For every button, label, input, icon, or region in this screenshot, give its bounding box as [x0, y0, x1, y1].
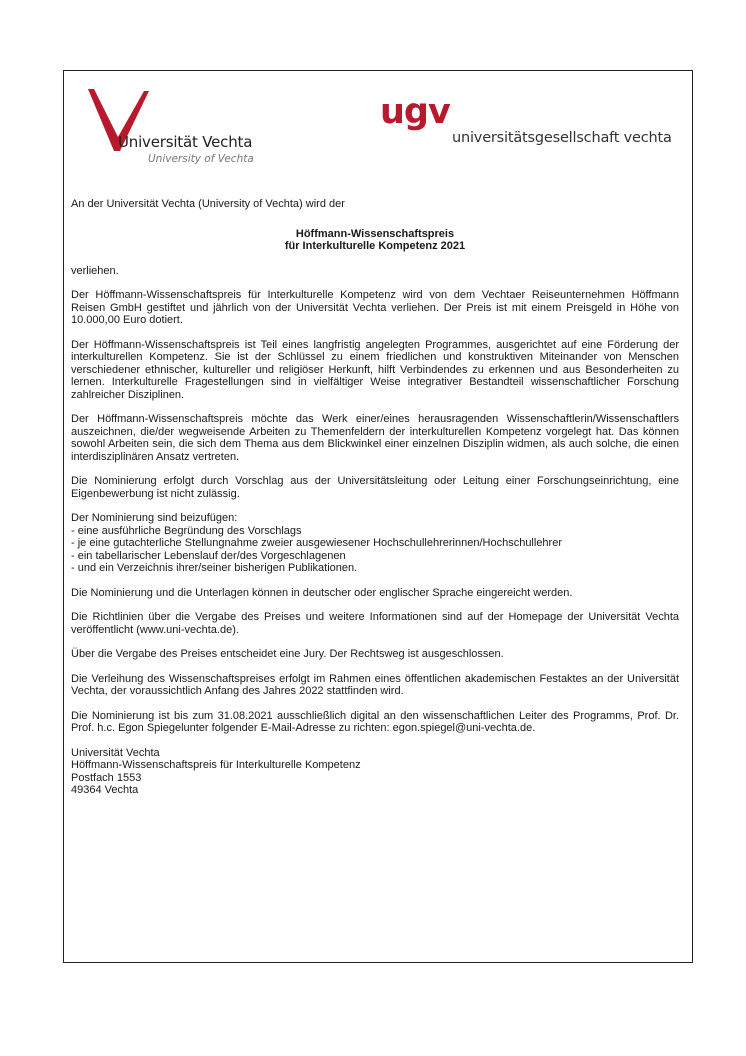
paragraph-nomination: Die Nominierung erfolgt durch Vorschlag aus der Universitätsleitung oder Leitung einer Forschungseinrichtung, eine Eigenbewerbung ist nicht zulässig.: [71, 475, 679, 500]
postal-address: [71, 747, 679, 797]
address-line: Universität Vechta: [71, 746, 160, 759]
list-item: - ein tabellarischer Lebenslauf der/des Vorgeschlagenen: [71, 549, 346, 562]
paragraph-program: Der Höffmann-Wissenschaftspreis ist Teil eines langfristig angelegten Programmes, ausgerichtet auf eine Förderung der interkulturellen Kompetenz. Sie ist der Schlüssel zu einem friedlichen und konstruktiven Miteinander von Menschen verschiedener ethnischer, kultureller und religiöser Herkunft, hilft Verbindendes zu erkennen und aus Besonderheiten zu lernen. Interkulturelle Fragestellungen sind in vielfältiger Weise integrativer Bestandteil wissenschaftlicher Forschung zahlreicher Disziplinen.: [71, 338, 679, 401]
ugv-logo-mark: ugv: [380, 92, 450, 132]
header-logos: [64, 71, 692, 181]
list-heading: Der Nominierung sind beizufügen:: [71, 512, 238, 524]
document-frame: [63, 70, 693, 963]
university-subtitle: University of Vechta: [148, 153, 254, 165]
attachments-list: [71, 512, 679, 575]
award-title-line-1: Höffmann-Wissenschaftspreis: [295, 227, 455, 240]
address-line: 49364 Vechta: [71, 784, 139, 796]
list-item: - und ein Verzeichnis ihrer/seiner bisherigen Publikationen.: [71, 562, 358, 574]
address-line: Höffmann-Wissenschaftspreis für Interkulturelle Kompetenz: [71, 759, 361, 771]
paragraph-language: Die Nominierung und die Unterlagen können in deutscher oder englischer Sprache eingereicht werden.: [71, 586, 573, 599]
paragraph-ceremony: Die Verleihung des Wissenschaftspreises erfolgt im Rahmen eines öffentlichen akademischen Festaktes an der Universität Vechta, der voraussichtlich Anfang des Jahres 2022 stattfinden wird.: [71, 672, 679, 697]
university-name: Universität Vechta: [118, 133, 253, 151]
document-body: [71, 198, 679, 797]
paragraph-sponsor: Der Höffmann-Wissenschaftspreis für Interkulturelle Kompetenz wird von dem Vechtaer Reiseunternehmen Höffmann Reisen GmbH gestiftet und jährlich von der Universität Vechta verliehen. Der Preis ist mit einem Preisgeld in Höhe von 10.000,00 Euro dotiert.: [71, 289, 679, 326]
address-line: Postfach 1553: [71, 771, 142, 784]
intro-text: An der Universität Vechta (University of Vechta) wird der: [71, 198, 345, 210]
paragraph-guidelines: Die Richtlinien über die Vergabe des Preises und weitere Informationen sind auf der Homepage der Universität Vechta veröffentlicht (www.uni-vechta.de).: [71, 611, 679, 636]
ugv-logo-text: universitätsgesellschaft vechta: [452, 130, 672, 146]
list-item: - je eine gutachterliche Stellungnahme zweier ausgewiesener Hochschullehrerinnen/Hochschullehrer: [71, 537, 562, 549]
paragraph-deadline: Die Nominierung ist bis zum 31.08.2021 ausschließlich digital an den wissenschaftlichen Leiter des Programms, Prof. Dr. Prof. h.c. Egon Spiegelunter folgender E-Mail-Adresse zu richten: egon.spiegel@uni-vechta.de.: [71, 709, 679, 734]
verliehen-text: verliehen.: [71, 264, 119, 277]
award-title-line-2: für Interkulturelle Kompetenz 2021: [284, 240, 466, 252]
paragraph-jury: Über die Vergabe des Preises entscheidet eine Jury. Der Rechtsweg ist ausgeschlossen.: [71, 648, 504, 660]
paragraph-purpose: Der Höffmann-Wissenschaftspreis möchte das Werk einer/eines herausragenden Wissenschaftlerin/Wissenschaftlers auszeichnen, die/der wegweisende Arbeiten zu Themenfeldern der interkulturellen Kompetenz vorgelegt hat. Das können sowohl Arbeiten sein, die sich dem Thema aus dem Blickwinkel einer einzelnen Disziplin widmen, als auch solche, die einen interdisziplinären Ansatz vertreten.: [71, 413, 679, 463]
list-item: - eine ausführliche Begründung des Vorschlags: [71, 524, 302, 537]
